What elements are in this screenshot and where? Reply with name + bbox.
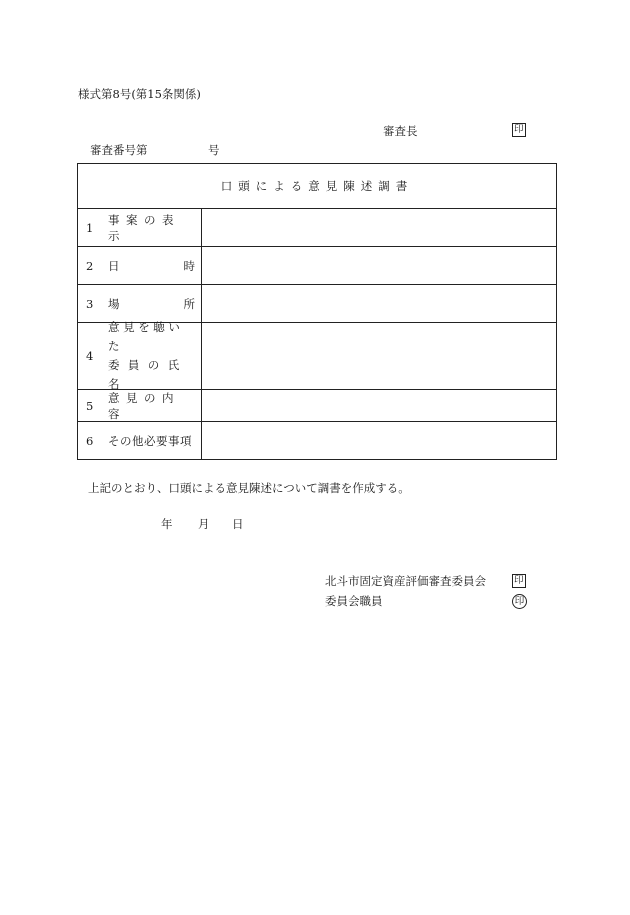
case-field[interactable] xyxy=(202,209,557,247)
row-label-text xyxy=(108,258,195,274)
seal-mark: 印 xyxy=(514,575,524,586)
row-label-text xyxy=(108,318,195,394)
label-right: 所 xyxy=(183,296,195,311)
seal-mark: 印 xyxy=(514,124,524,135)
row-label-other xyxy=(78,422,202,460)
table-row xyxy=(78,285,557,323)
staff-label: 委員会職員 xyxy=(325,594,383,608)
label-right: 時 xyxy=(183,258,195,273)
form-number-label: 様式第8号(第15条関係) xyxy=(78,87,201,101)
statement-record-table xyxy=(77,163,557,460)
row-label-content xyxy=(78,390,202,422)
case-number-prefix: 審査番号第 xyxy=(90,143,148,157)
row-number: 3 xyxy=(86,296,94,311)
row-label-text: 意見の内容 xyxy=(108,390,180,421)
row-number: 1 xyxy=(86,220,94,235)
date-day-label: 日 xyxy=(232,517,244,531)
seal-stamp-square xyxy=(512,572,526,588)
label-left: 場 xyxy=(108,296,120,311)
row-number: 5 xyxy=(86,398,94,413)
label-line-1: 意見を聴いた xyxy=(108,320,184,353)
row-label-datetime xyxy=(78,247,202,285)
seal-stamp-circle xyxy=(512,593,527,609)
label-line-2: 委員の氏名 xyxy=(108,358,188,391)
row-label-text xyxy=(108,296,195,312)
row-number: 6 xyxy=(86,433,94,448)
committee-name: 北斗市固定資産評価審査委員会 xyxy=(325,574,486,588)
reviewer-label: 審査長 xyxy=(383,124,418,138)
row-label-text: 事案の表示 xyxy=(108,212,180,243)
seal-stamp-square xyxy=(512,121,526,137)
row-label-text: その他必要事項 xyxy=(108,433,192,448)
content-field[interactable] xyxy=(202,390,557,422)
table-row xyxy=(78,422,557,460)
place-field[interactable] xyxy=(202,285,557,323)
row-label-case xyxy=(78,209,202,247)
date-month-label: 月 xyxy=(198,517,210,531)
members-field[interactable] xyxy=(202,323,557,390)
row-number: 2 xyxy=(86,258,94,273)
row-label-members xyxy=(78,320,202,391)
table-row xyxy=(78,390,557,422)
seal-mark: 印 xyxy=(512,594,527,609)
label-left: 日 xyxy=(108,258,120,273)
datetime-field[interactable] xyxy=(202,247,557,285)
row-number: 4 xyxy=(86,349,94,363)
table-row xyxy=(78,247,557,285)
case-number-suffix: 号 xyxy=(208,143,220,157)
row-label-place xyxy=(78,285,202,323)
table-row xyxy=(78,323,557,390)
table-row xyxy=(78,209,557,247)
date-year-label: 年 xyxy=(161,517,173,531)
other-field[interactable] xyxy=(202,422,557,460)
statement-text: 上記のとおり、口頭による意見陳述について調書を作成する。 xyxy=(88,481,410,495)
table-title: 口頭による意見陳述調書 xyxy=(78,164,557,209)
